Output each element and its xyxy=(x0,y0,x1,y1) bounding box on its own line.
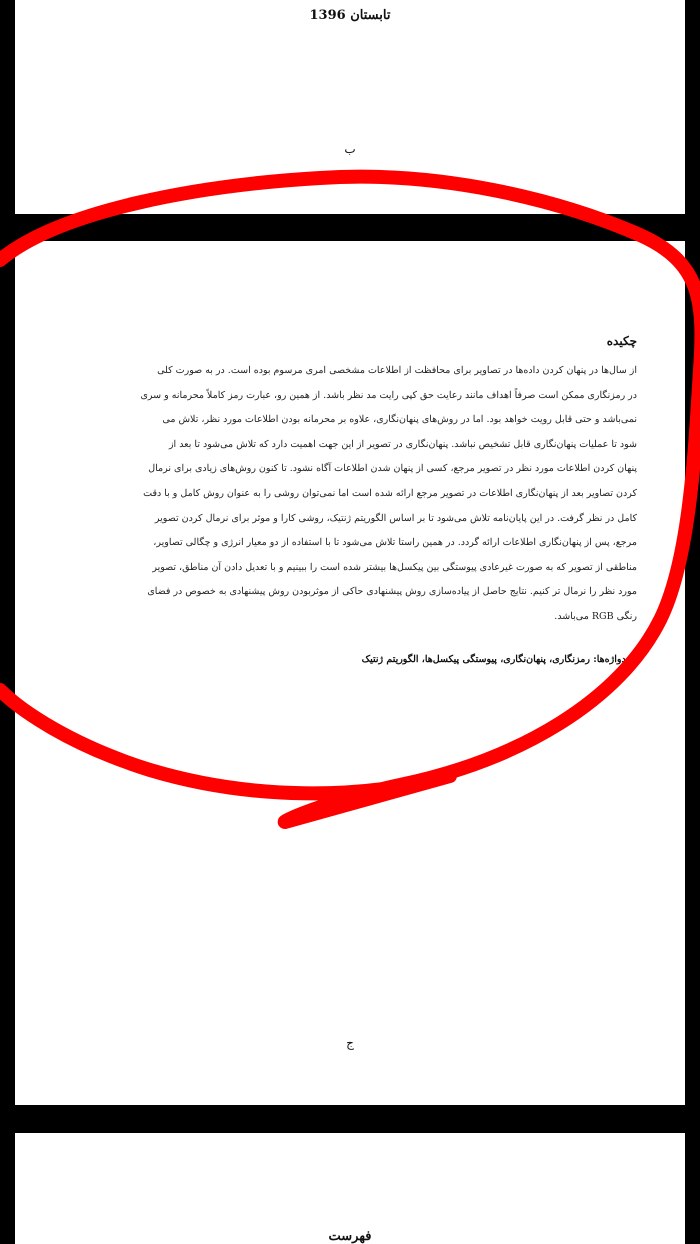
abstract-line: کردن تصاویر بعد از پنهان‌نگاری اطلاعات در تصویر مرجع ارائه شده است اما نمی‌توان روشی را به عنوان روش کامل و با دقت xyxy=(143,487,637,499)
document-page-1 xyxy=(15,0,685,214)
abstract-line: مناطقی از تصویر که به صورت غیرعادی پیوستگی بین پیکسل‌ها بیشتر شده است را ببینیم و با تعدیل دادن آن مناطق، تصویر xyxy=(152,561,637,573)
abstract-line: نمی‌باشد و حتی قابل رویت خواهد بود. اما در روش‌های پنهان‌نگاری، علاوه بر محرمانه بودن اطلاعات مورد نظر، تلاش می xyxy=(162,414,637,426)
document-page-3 xyxy=(15,1133,685,1244)
abstract-line: مورد نظر را نرمال تر کنیم. نتایج حاصل از پیاده‌سازی روش پیشنهادی حاکی از موثربودن روش پیشنهادی به خصوص در فضای xyxy=(147,586,637,598)
abstract-line: در رمزنگاری ممکن است صرفاً اهداف مانند رعایت حق کپی رایت مد نظر باشد. از همین رو، عبارت رمز کاملاً محرمانه و سری xyxy=(140,389,637,401)
abstract-line: از سال‌ها در پنهان کردن داده‌ها در تصاویر برای محافظت از اطلاعات مشخصی امری مرسوم بوده است. در به صورت کلی xyxy=(157,365,637,376)
abstract-line: کامل در نظر گرفت. در این پایان‌نامه تلاش می‌شود تا بر اساس الگوریتم ژنتیک، روشی کارا و موثر برای نرمال کردن تصویر xyxy=(154,512,637,524)
season-header: تابستان 1396 xyxy=(309,8,391,23)
abstract-line: رنگی RGB می‌باشد. xyxy=(554,610,637,622)
document-page-2 xyxy=(15,241,685,1105)
abstract-line: پنهان کردن اطلاعات مورد نظر در تصویر مرجع، کسی از پنهان شدن اطلاعات آگاه نشود. تا کنون روش‌های زیادی برای نرمال xyxy=(148,463,637,475)
abstract-body xyxy=(89,359,637,630)
keywords-line: کلیدواژه‌ها: رمزنگاری، پنهان‌نگاری، پیوستگی پیکسل‌ها، الگوریتم ژنتیک xyxy=(361,654,637,665)
page-number: ب xyxy=(344,142,356,156)
abstract-line: مرجع، پس از پنهان‌نگاری اطلاعات ارائه گردد. در همین راستا تلاش می‌شود تا با استفاده از دو معیار انرژی و چگالی تصاویر، xyxy=(153,537,637,549)
abstract-line: شود تا عملیات پنهان‌نگاری قابل تشخیص نباشد. پنهان‌نگاری در تصویر از این جهت اهمیت دارد که تلاش می‌شود تا بعد از xyxy=(168,438,637,450)
page-number: ج xyxy=(346,1036,354,1050)
abstract-title: چکیده xyxy=(606,334,637,348)
toc-title: فهرست xyxy=(328,1229,372,1244)
